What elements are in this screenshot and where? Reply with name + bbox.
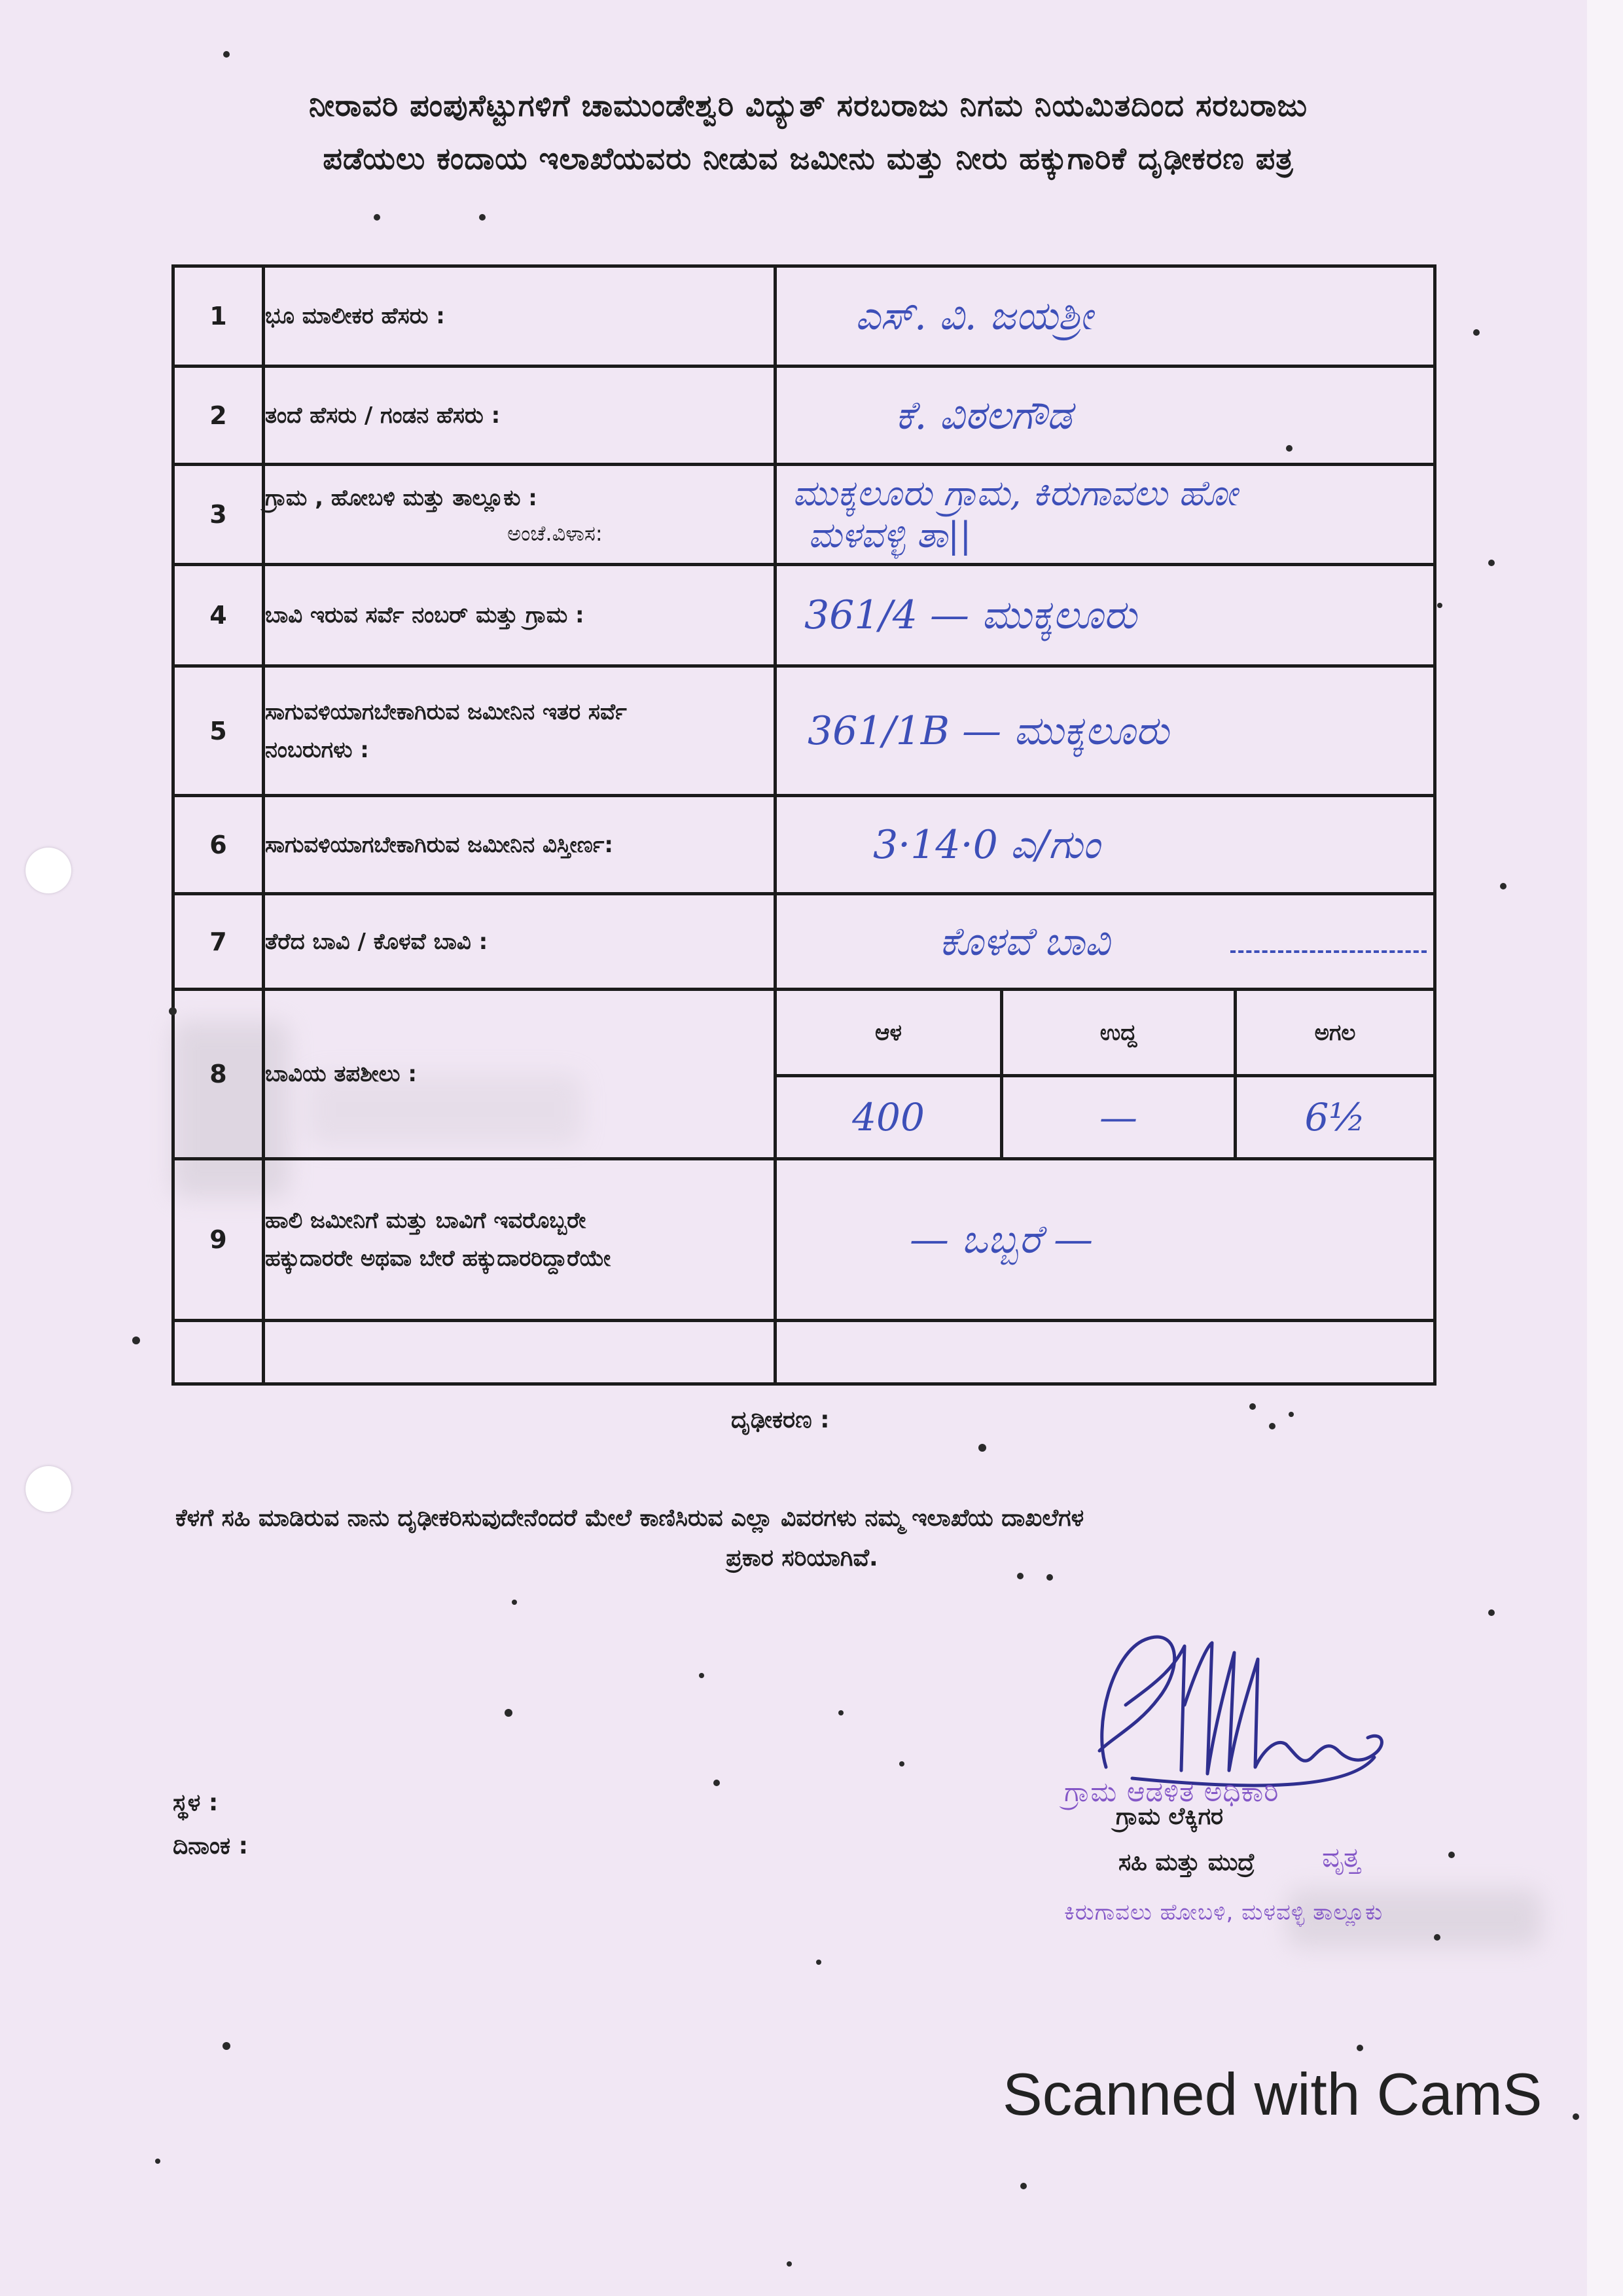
row-number: 1 [209, 302, 227, 331]
row-land-extent [173, 796, 1435, 894]
row-empty [173, 1321, 1435, 1384]
well-survey-number-label: ಬಾವಿ ಇರುವ ಸರ್ವೆ ನಂಬರ್ ಮತ್ತು ಗ್ರಾಮ : [265, 602, 584, 628]
scanner-watermark-text: Scanned with CamS [1003, 2062, 1543, 2128]
stamp-hobli-taluk: ಕಿರುಗಾವಲು ಹೋಬಳಿ, ಮಳವಳ್ಳಿ ತಾಲ್ಲೂಕು [1064, 1899, 1383, 1926]
owner-name-label: ಭೂ ಮಾಲೀಕರ ಹೆಸರು : [265, 303, 445, 329]
village-hobli-taluk-value-line-2: ಮಳವಳ್ಳಿ ತಾ|| [808, 514, 972, 556]
well-width-value: 6½ [1304, 1095, 1366, 1139]
land-extent-value: 3·14·0 ಎ/ಗುಂ [873, 821, 1100, 868]
certification-text-line-1: ಕೆಳಗೆ ಸಹಿ ಮಾಡಿರುವ ನಾನು ದೃಢೀಕರಿಸುವುದೇನೆಂದರೆ ಮೇಲೆ ಕಾಣಿಸಿರುವ ಎಲ್ಲಾ ವಿವರಗಳು ನಮ್ಮ ಇಲಾಖೆಯ ದಾಖಲೆಗಳ [175, 1505, 1084, 1532]
value-cell [776, 465, 1435, 565]
row-number-cell [173, 666, 264, 796]
row-number: 3 [209, 500, 227, 529]
date-label: ದಿನಾಂಕ : [173, 1833, 249, 1859]
row-number-cell [173, 266, 264, 367]
row-number: 9 [209, 1225, 227, 1254]
well-depth-header: ಆಳ [777, 991, 1003, 1077]
value-cell [776, 796, 1435, 894]
row-number: 7 [209, 927, 227, 956]
well-survey-number-value: 361/4 — ಮುಕ್ಕಲೂರು [804, 592, 1137, 638]
page-edge-strip [1587, 0, 1623, 2296]
row-number: 2 [209, 401, 227, 430]
owner-name-value: ಎಸ್. ವಿ. ಜಯಶ್ರೀ [855, 293, 1093, 339]
label-cell [264, 894, 776, 990]
empty-cell [776, 1321, 1435, 1384]
value-cell [776, 666, 1435, 796]
certification-heading: ದೃಢೀಕರಣ : [731, 1407, 830, 1433]
label-cell [264, 796, 776, 894]
value-cell [776, 894, 1435, 990]
ownership-rights-value: — ಒಬ್ಬರೆ — [910, 1217, 1094, 1263]
signatory-printed-line-2: ಸಹಿ ಮತ್ತು ಮುದ್ರೆ [1118, 1849, 1255, 1876]
other-survey-numbers-label: ಸಾಗುವಳಿಯಾಗಬೇಕಾಗಿರುವ ಜಮೀನಿನ ಇತರ ಸರ್ವೆ [265, 698, 627, 725]
father-husband-name-value: ಕೆ. ವಿಠಲಗೌಡ [895, 392, 1072, 439]
village-hobli-taluk-value: ಮುಕ್ಕಲೂರು ಗ್ರಾಮ, ಕಿರುಗಾವಲು ಹೋ [793, 473, 1238, 514]
stamp-circle: ವೃತ್ತ [1322, 1841, 1361, 1873]
punch-hole [26, 1466, 71, 1512]
row-number: 8 [209, 1060, 227, 1088]
label-cell [264, 266, 776, 367]
row-number-cell [173, 565, 264, 666]
signatory-printed-line-1: ಗ್ರಾಮ ಲೆಕ್ಕಿಗರ [1116, 1803, 1224, 1830]
row-well-survey-number [173, 565, 1435, 666]
value-cell [776, 367, 1435, 465]
document-title-line-2: ಪಡೆಯಲು ಕಂದಾಯ ಇಲಾಖೆಯವರು ನೀಡುವ ಜಮೀನು ಮತ್ತು ನೀರು ಹಕ್ಕುಗಾರಿಕೆ ದೃಢೀಕರಣ ಪತ್ರ [323, 141, 1294, 176]
empty-cell [173, 1321, 264, 1384]
postal-address-label: ಅಂಚೆ.ವಿಳಾಸ: [507, 521, 603, 546]
well-type-label: ತೆರೆದ ಬಾವಿ / ಕೊಳವೆ ಬಾವಿ : [265, 928, 488, 955]
punch-hole [26, 848, 71, 893]
ownership-rights-label: ಹಾಲಿ ಜಮೀನಿಗೆ ಮತ್ತು ಬಾವಿಗೆ ಇವರೊಬ್ಬರೇ [265, 1208, 586, 1234]
scanner-watermark [1003, 2062, 1552, 2128]
row-number: 5 [209, 716, 227, 745]
row-number-cell [173, 1159, 264, 1321]
handwritten-dash-line [1230, 950, 1427, 953]
row-village-hobli-taluk [173, 465, 1435, 565]
label-cell [264, 1159, 776, 1321]
well-type-value: ಕೊಳವೆ ಬಾವಿ [939, 918, 1111, 965]
value-cell [776, 565, 1435, 666]
well-length-value: — [1003, 1077, 1237, 1157]
village-hobli-taluk-label: ಗ್ರಾಮ , ಹೋಬಳಿ ಮತ್ತು ತಾಲ್ಲೂಕು : [265, 485, 537, 511]
label-cell [264, 465, 776, 565]
row-number-cell [173, 990, 264, 1159]
label-cell [264, 565, 776, 666]
row-well-details [173, 990, 1435, 1159]
value-cell [776, 1159, 1435, 1321]
row-number-cell [173, 796, 264, 894]
land-extent-label: ಸಾಗುವಳಿಯಾಗಬೇಕಾಗಿರುವ ಜಮೀನಿನ ವಿಸ್ತೀರ್ಣ: [265, 831, 613, 858]
other-survey-numbers-label-line-2: ನಂಬರುಗಳು : [265, 736, 369, 763]
document-title-line-1: ನೀರಾವರಿ ಪಂಪುಸೆಟ್ಟುಗಳಿಗೆ ಚಾಮುಂಡೇಶ್ವರಿ ವಿದ್ಯುತ್ ಸರಬರಾಜು ನಿಗಮ ನಿಯಮಿತದಿಂದ ಸರಬರಾಜು [309, 88, 1308, 123]
well-depth-value: 400 [777, 1077, 1003, 1157]
stamp-designation: ಗ್ರಾಮ ಆಡಳಿತ ಅಧಿಕಾರಿ [1064, 1776, 1279, 1808]
row-number-cell [173, 465, 264, 565]
label-cell [264, 367, 776, 465]
row-number: 6 [209, 830, 227, 859]
well-details-label: ಬಾವಿಯ ತಪಶೀಲು : [265, 1061, 417, 1087]
row-number-cell [173, 367, 264, 465]
row-other-survey-numbers [173, 666, 1435, 796]
label-cell [264, 666, 776, 796]
value-cell [776, 266, 1435, 367]
empty-cell [264, 1321, 776, 1384]
place-label: ಸ್ಥಳ : [173, 1789, 219, 1816]
row-ownership-rights [173, 1159, 1435, 1321]
ownership-rights-label-line-2: ಹಕ್ಕುದಾರರೇ ಅಥವಾ ಬೇರೆ ಹಕ್ಕುದಾರರಿದ್ದಾರೆಯೇ [265, 1246, 611, 1272]
row-father-husband-name [173, 367, 1435, 465]
row-well-type [173, 894, 1435, 990]
well-length-header: ಉದ್ದ [1003, 991, 1237, 1077]
well-details-grid [777, 991, 1433, 1157]
well-width-header: ಅಗಲ [1237, 991, 1433, 1077]
other-survey-numbers-value: 361/1B — ಮುಕ್ಕಲೂರು [808, 708, 1169, 754]
certification-text-line-2: ಪ್ರಕಾರ ಸರಿಯಾಗಿವೆ. [726, 1545, 878, 1571]
details-table [171, 264, 1436, 1386]
row-number-cell [173, 894, 264, 990]
row-owner-name [173, 266, 1435, 367]
father-husband-name-label: ತಂದೆ ಹೆಸರು / ಗಂಡನ ಹೆಸರು : [265, 402, 501, 429]
value-cell [776, 990, 1435, 1159]
label-cell [264, 990, 776, 1159]
row-number: 4 [209, 601, 227, 630]
